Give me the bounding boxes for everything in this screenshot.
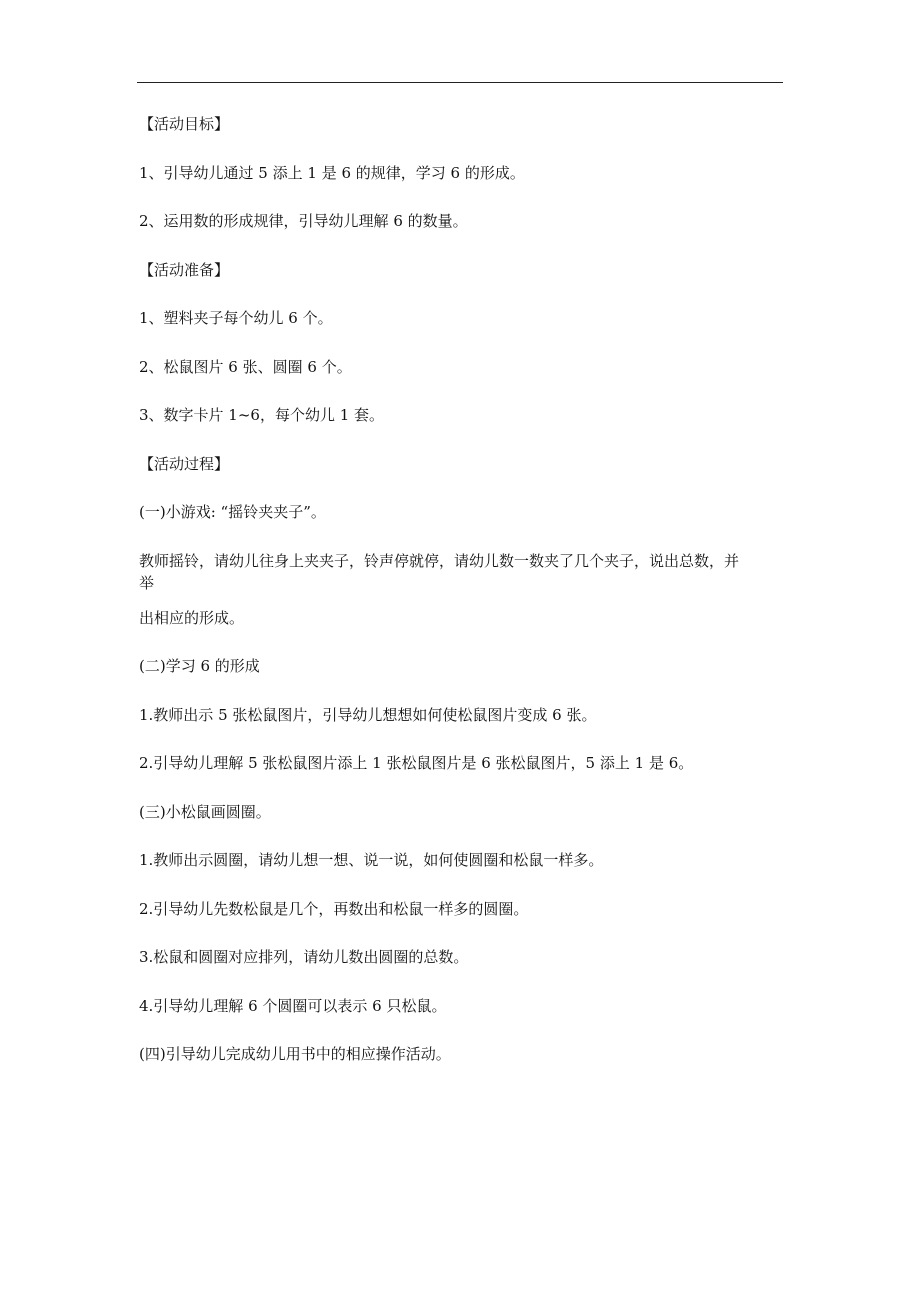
- goal-item-1: 1、引导幼儿通过 5 添上 1 是 6 的规律，学习 6 的形成。: [139, 163, 525, 182]
- process-step-2-title: (二)学习 6 的形成: [139, 657, 260, 675]
- process-step-3-item-2: 2.引导幼儿先数松鼠是几个，再数出和松鼠一样多的圆圈。: [139, 899, 529, 918]
- process-step-1-text-wrap: 举: [139, 573, 155, 592]
- process-step-3-title: (三)小松鼠画圆圈。: [139, 802, 271, 821]
- process-step-4-title: (四)引导幼儿完成幼儿用书中的相应操作活动。: [139, 1045, 451, 1063]
- process-step-3-item-1: 1.教师出示圆圈，请幼儿想一想、说一说，如何使圆圈和松鼠一样多。: [139, 851, 604, 869]
- process-step-1-text-cont: 出相应的形成。: [139, 608, 245, 627]
- preparation-item-2: 2、松鼠图片 6 张、圆圈 6 个。: [139, 357, 352, 376]
- section-heading-process: 【活动过程】: [139, 454, 230, 473]
- document-body: [139, 113, 789, 1065]
- section-heading-goals: 【活动目标】: [139, 115, 230, 133]
- process-step-1-title: (一)小游戏: “摇铃夹夹子”。: [139, 503, 326, 521]
- process-step-1-text: 教师摇铃，请幼儿往身上夹夹子，铃声停就停，请幼儿数一数夹了几个夹子，说出总数，并: [139, 551, 740, 570]
- process-step-2-item-1: 1.教师出示 5 张松鼠图片，引导幼儿想想如何使松鼠图片变成 6 张。: [139, 705, 597, 724]
- preparation-item-3: 3、数字卡片 1~6，每个幼儿 1 套。: [139, 406, 385, 424]
- process-step-3-item-3: 3.松鼠和圆圈对应排列，请幼儿数出圆圈的总数。: [139, 948, 469, 966]
- goal-item-2: 2、运用数的形成规律，引导幼儿理解 6 的数量。: [139, 212, 468, 230]
- preparation-item-1: 1、塑料夹子每个幼儿 6 个。: [139, 309, 333, 327]
- header-rule: [137, 82, 783, 83]
- section-heading-preparation: 【活动准备】: [139, 260, 230, 279]
- process-step-2-item-2: 2.引导幼儿理解 5 张松鼠图片添上 1 张松鼠图片是 6 张松鼠图片，5 添上 1 是 6。: [139, 754, 694, 772]
- process-step-3-item-4: 4.引导幼儿理解 6 个圆圈可以表示 6 只松鼠。: [139, 996, 447, 1015]
